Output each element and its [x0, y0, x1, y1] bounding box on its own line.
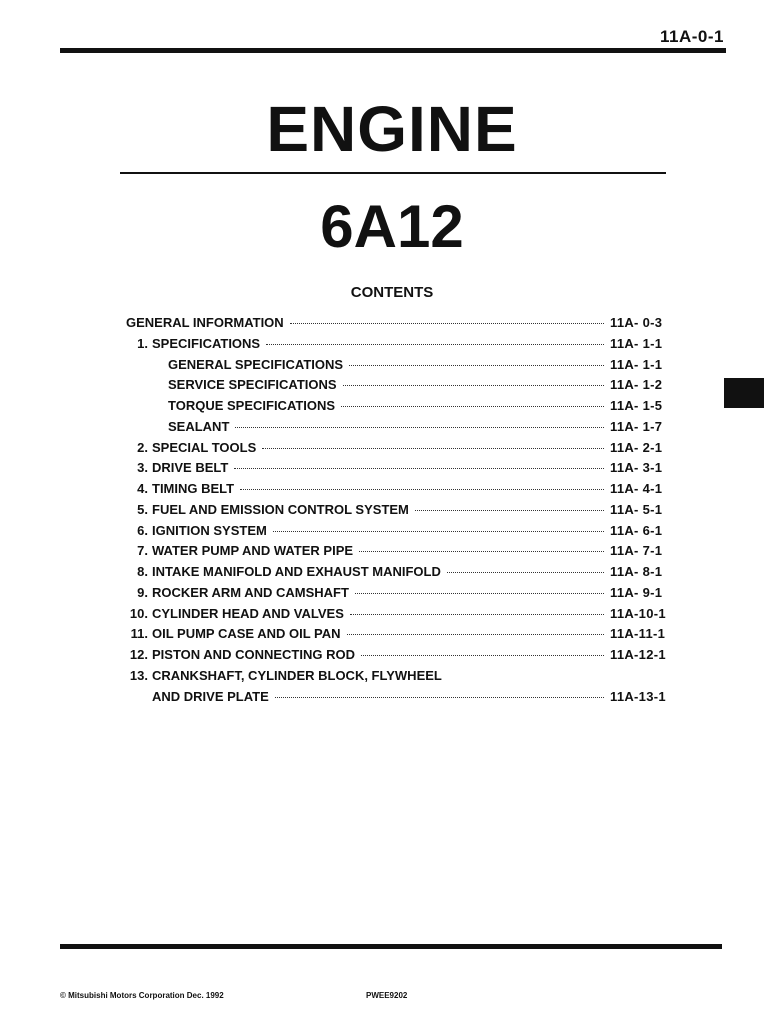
- toc-entry-label: SEALANT: [168, 418, 230, 434]
- toc-entry: [110, 523, 670, 544]
- toc-entry-page: 11A- 1-1: [610, 356, 663, 372]
- toc-leader-dots: [359, 551, 604, 552]
- toc-entry: [110, 315, 670, 336]
- toc-leader-dots: [273, 531, 604, 532]
- toc-leader-dots: [343, 385, 604, 386]
- toc-entry-number: 10.: [129, 605, 148, 621]
- toc-leader-dots: [349, 365, 604, 366]
- toc-leader-dots: [350, 614, 604, 615]
- toc-entry-page: 11A- 5-1: [610, 501, 663, 517]
- table-of-contents: [110, 315, 670, 709]
- page-title: ENGINE: [266, 93, 518, 165]
- toc-entry-number: 12.: [129, 647, 148, 662]
- toc-entry-label: SPECIAL TOOLS: [152, 439, 257, 455]
- toc-leader-dots: [447, 572, 604, 573]
- toc-entry-page: 11A- 8-1: [610, 564, 663, 579]
- toc-leader-dots: [266, 344, 604, 345]
- toc-entry-number: 11.: [130, 626, 148, 642]
- toc-entry-label: WATER PUMP AND WATER PIPE: [152, 543, 354, 559]
- toc-leader-dots: [361, 655, 604, 656]
- engine-model-title: 6A12: [320, 193, 464, 260]
- toc-entry-label: CYLINDER HEAD AND VALVES: [152, 605, 344, 621]
- toc-entry-number: 1.: [137, 335, 148, 351]
- toc-entry-number: 7.: [137, 543, 148, 559]
- toc-entry-label: SPECIFICATIONS: [152, 335, 261, 351]
- top-rule: [60, 48, 726, 53]
- toc-entry-page: 11A- 6-1: [610, 522, 663, 538]
- toc-entry-number: 9.: [137, 584, 148, 600]
- toc-entry: [110, 564, 670, 585]
- toc-entry: [110, 398, 670, 419]
- toc-leader-dots: [341, 406, 604, 407]
- toc-entry: [110, 668, 670, 689]
- toc-entry-page: 11A-10-1: [610, 605, 666, 621]
- toc-entry: [110, 626, 670, 647]
- toc-entry-number: 13.: [129, 667, 148, 683]
- toc-entry: [110, 647, 670, 668]
- toc-entry-label: PISTON AND CONNECTING ROD: [152, 647, 355, 662]
- toc-entry-label: TIMING BELT: [152, 481, 235, 496]
- toc-entry-label: TORQUE SPECIFICATIONS: [168, 398, 336, 413]
- toc-entry-number: 8.: [137, 564, 148, 579]
- toc-entry-page: 11A- 4-1: [610, 481, 663, 496]
- toc-entry-label: FUEL AND EMISSION CONTROL SYSTEM: [152, 501, 409, 517]
- toc-leader-dots: [234, 468, 604, 469]
- toc-entry-page: 11A- 1-7: [610, 418, 663, 434]
- toc-entry-label: INTAKE MANIFOLD AND EXHAUST MANIFOLD: [152, 564, 441, 579]
- toc-leader-dots: [240, 489, 604, 490]
- page-number: 11A-0-1: [660, 27, 724, 46]
- toc-entry-page: 11A- 1-5: [610, 398, 663, 413]
- footer-copyright: © Mitsubishi Motors Corporation Dec. 1992: [60, 991, 224, 1000]
- toc-entry: [110, 481, 670, 502]
- toc-leader-dots: [275, 697, 604, 698]
- contents-heading: CONTENTS: [350, 284, 434, 301]
- toc-entry-number: 6.: [137, 522, 148, 538]
- title-divider: [120, 172, 666, 174]
- toc-entry-page: 11A- 0-3: [610, 315, 663, 330]
- toc-entry-page: 11A-11-1: [610, 626, 666, 642]
- toc-entry-page: 11A- 9-1: [610, 584, 663, 600]
- toc-leader-dots: [290, 323, 604, 324]
- toc-entry-label: CRANKSHAFT, CYLINDER BLOCK, FLYWHEEL: [152, 667, 442, 683]
- toc-entry-label: GENERAL SPECIFICATIONS: [168, 356, 344, 372]
- toc-entry-label: AND DRIVE PLATE: [152, 688, 269, 704]
- toc-entry-page: 11A-12-1: [610, 647, 666, 662]
- toc-entry: [110, 460, 670, 481]
- toc-entry: [110, 377, 670, 398]
- footer-doc-code: PWEE9202: [366, 991, 408, 1000]
- toc-entry-number: 4.: [137, 481, 148, 496]
- toc-entry: [110, 543, 670, 564]
- toc-entry-label: DRIVE BELT: [152, 460, 229, 476]
- toc-entry: [110, 585, 670, 606]
- toc-entry-number: 5.: [137, 501, 148, 517]
- toc-leader-dots: [347, 634, 604, 635]
- section-thumb-tab: [724, 378, 764, 408]
- toc-entry: [110, 336, 670, 357]
- toc-entry-page: 11A- 1-1: [610, 335, 663, 351]
- toc-entry-label: ROCKER ARM AND CAMSHAFT: [152, 584, 349, 600]
- toc-entry-number: 3.: [137, 460, 148, 476]
- toc-entry: [110, 502, 670, 523]
- toc-entry: [110, 606, 670, 627]
- toc-entry-page: 11A- 7-1: [610, 543, 663, 559]
- toc-entry-label: IGNITION SYSTEM: [152, 522, 267, 538]
- toc-entry-label: OIL PUMP CASE AND OIL PAN: [152, 626, 341, 642]
- toc-entry-number: 2.: [137, 439, 148, 455]
- toc-entry: [110, 357, 670, 378]
- toc-leader-dots: [415, 510, 604, 511]
- toc-entry-label: GENERAL INFORMATION: [126, 315, 284, 330]
- toc-entry-page: 11A- 3-1: [610, 460, 663, 476]
- toc-leader-dots: [262, 448, 604, 449]
- toc-leader-dots: [235, 427, 604, 428]
- toc-entry: [110, 419, 670, 440]
- toc-entry-page: 11A- 1-2: [610, 377, 663, 393]
- toc-entry-label: SERVICE SPECIFICATIONS: [168, 377, 337, 393]
- toc-entry-page: 11A- 2-1: [610, 439, 663, 455]
- toc-entry: [110, 440, 670, 461]
- bottom-rule: [60, 944, 722, 949]
- toc-entry: [110, 689, 670, 710]
- toc-entry-page: 11A-13-1: [610, 688, 666, 704]
- toc-leader-dots: [355, 593, 604, 594]
